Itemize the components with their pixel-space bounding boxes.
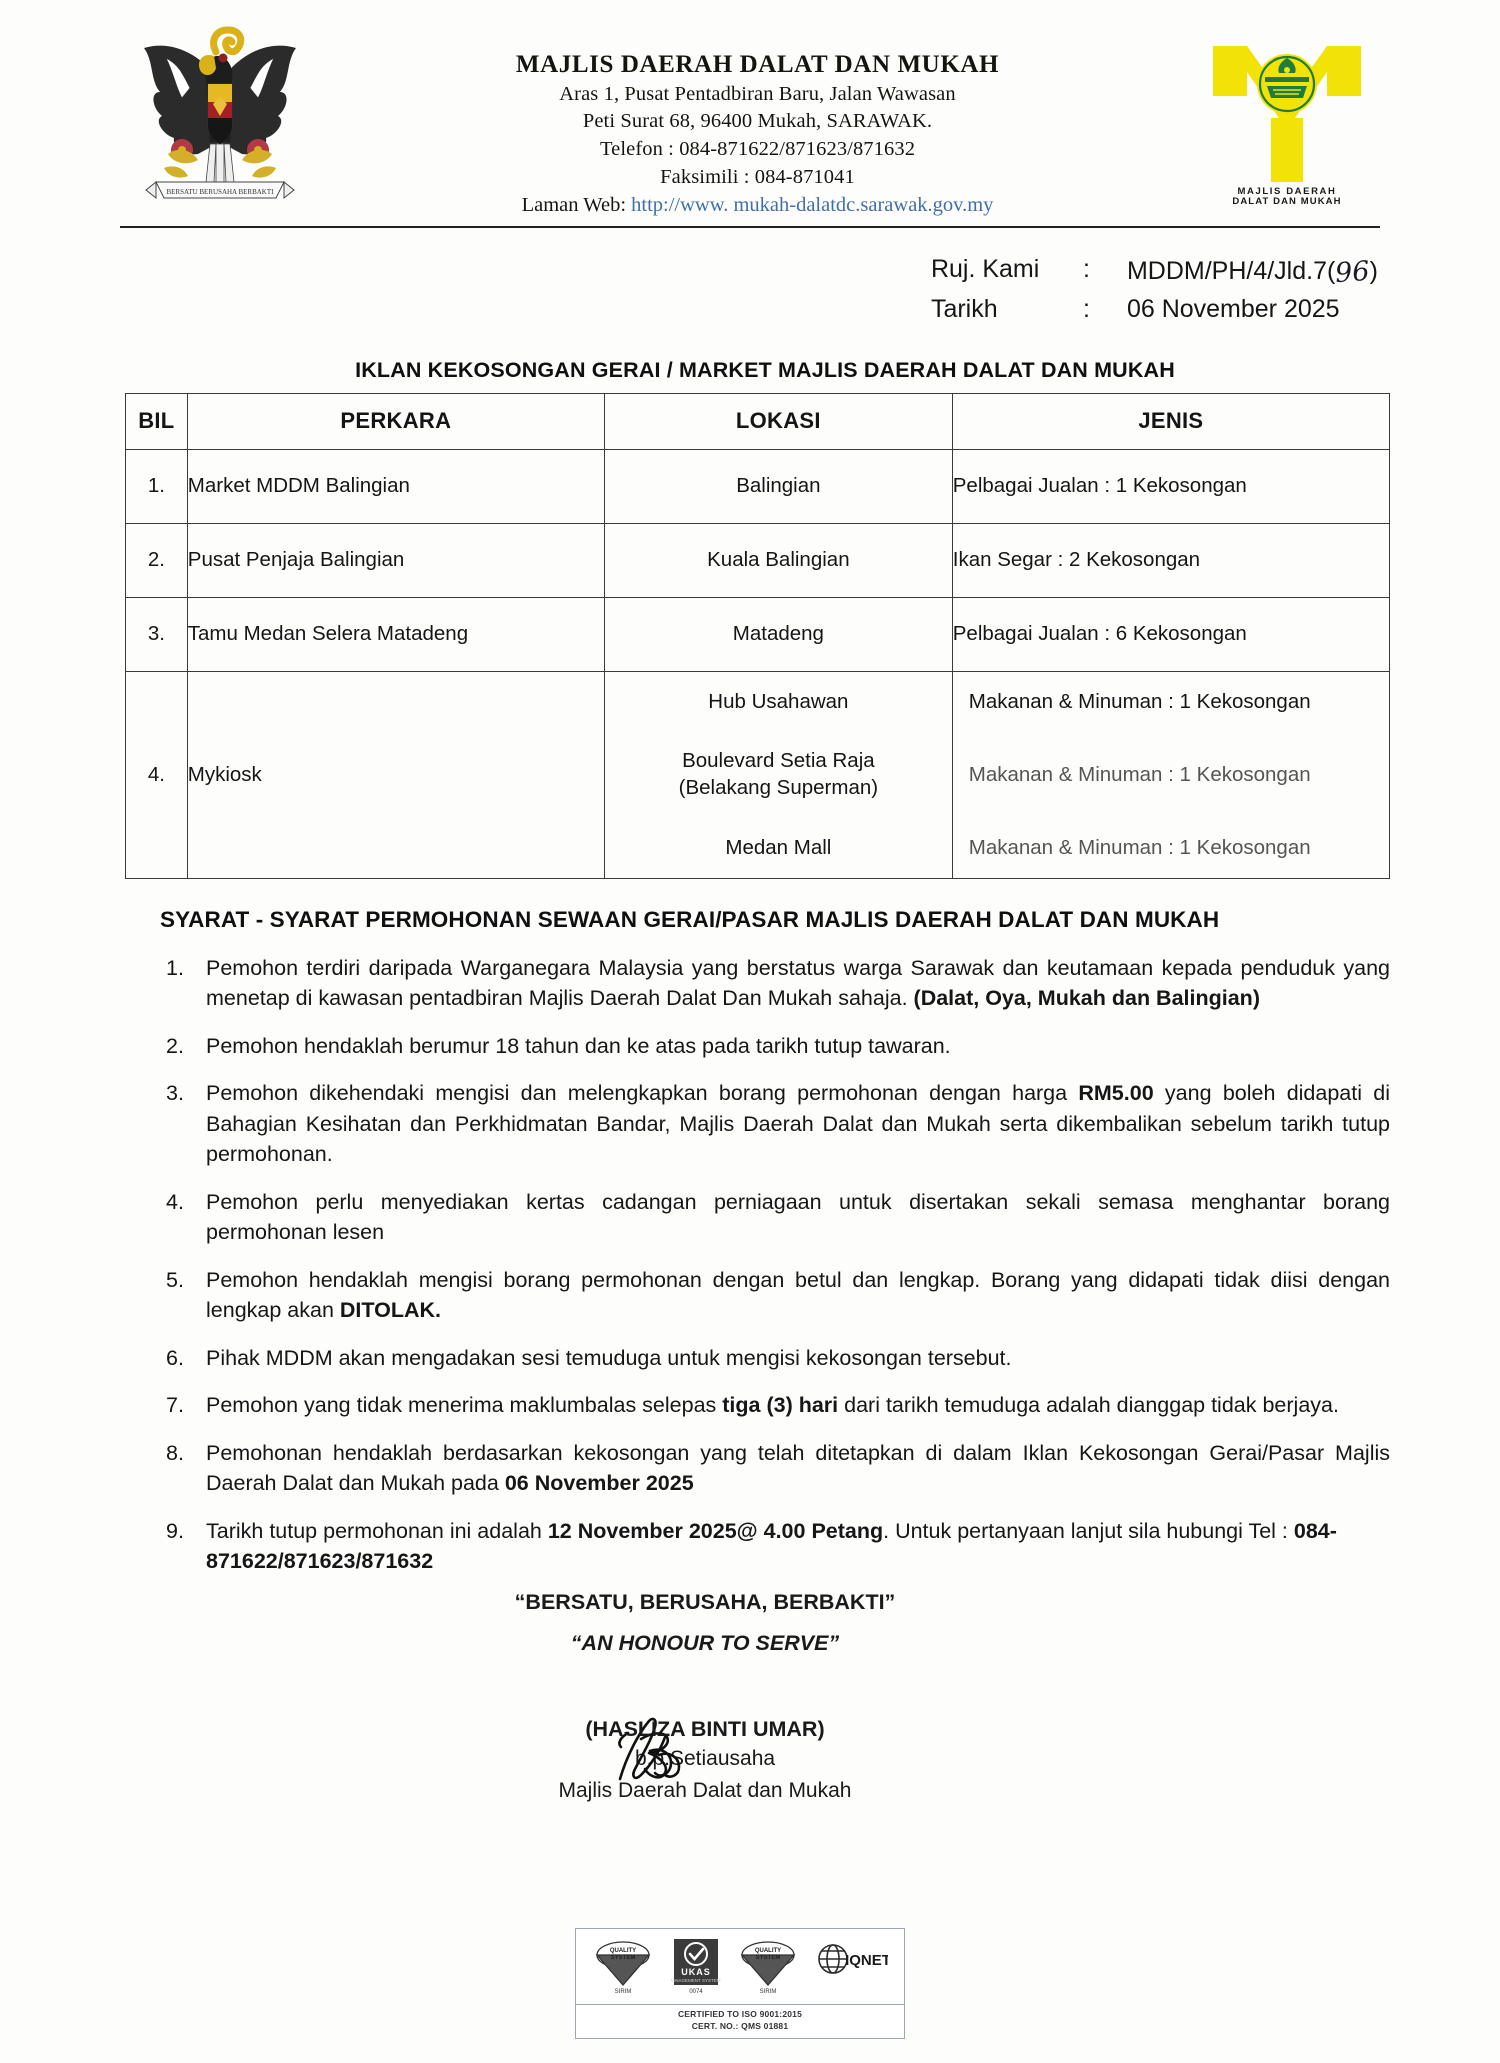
cell-perkara: Mykiosk [187, 671, 604, 878]
svg-text:QUALITY: QUALITY [610, 1948, 637, 1954]
column-header-bil: BIL [126, 393, 188, 449]
column-header-perkara: PERKARA [187, 393, 604, 449]
svg-text:MANAGEMENT SYSTEMS: MANAGEMENT SYSTEMS [670, 1978, 721, 1983]
cell-lokasi-3: Medan Mall [725, 835, 832, 859]
reference-row-ruj [931, 252, 1378, 290]
column-header-jenis: JENIS [952, 393, 1389, 449]
cell-bil: 2. [126, 523, 188, 597]
condition-bold: 12 November 2025@ 4.00 Petang [547, 1518, 884, 1543]
cell-jenis: Ikan Segar : 2 Kekosongan [952, 523, 1389, 597]
website-label: Laman Web: [521, 194, 627, 217]
cell-lokasi-2 [605, 732, 952, 818]
condition-item-8 [160, 1438, 1390, 1499]
condition-item-3 [160, 1078, 1390, 1170]
signatory-role-2: Majlis Daerah Dalat dan Mukah [558, 1778, 852, 1802]
table-row-mykiosk [126, 671, 1390, 878]
conditions-list [160, 953, 1390, 1577]
cell-lokasi-group [604, 671, 952, 878]
cell-lokasi: Matadeng [604, 597, 952, 671]
organization-name: MAJLIS DAERAH DALAT DAN MUKAH [515, 51, 1000, 78]
signatory-role-1: b.p.Setiausaha [634, 1747, 776, 1771]
svg-text:SYSTEM: SYSTEM [610, 1955, 636, 1961]
cell-perkara: Pusat Penjaja Balingian [187, 523, 604, 597]
svg-text:0074: 0074 [689, 1989, 703, 1995]
table-row [126, 597, 1390, 671]
vacancy-table-wrapper [0, 393, 1500, 879]
condition-bold: tiga (3) hari [722, 1393, 839, 1418]
cell-jenis-2: Makanan & Minuman : 1 Kekosongan [968, 762, 1311, 786]
signature-area [0, 1717, 1500, 1805]
condition-bold-phone: 084-871622/871623/871632 [206, 1518, 1337, 1574]
reference-row-tarikh [931, 292, 1378, 328]
condition-bold: 06 November 2025 [504, 1471, 694, 1496]
cell-bil: 4. [126, 671, 188, 878]
reference-block [0, 250, 1380, 330]
cell-bil: 1. [126, 449, 188, 523]
condition-text-cont: dari tarikh temuduga adalah dianggap tidak berjaya. [838, 1393, 1339, 1418]
column-header-lokasi: LOKASI [604, 393, 952, 449]
condition-text: Pihak MDDM akan mengadakan sesi temuduga untuk mengisi kekosongan tersebut. [206, 1345, 1012, 1370]
reference-number-handwritten: 96 [1334, 255, 1371, 290]
cell-lokasi: Kuala Balingian [604, 523, 952, 597]
condition-item-4 [160, 1187, 1390, 1248]
certification-line-2: CERT. NO.: QMS 01881 [691, 2021, 789, 2032]
conditions-heading: SYARAT - SYARAT PERMOHONAN SEWAAN GERAI/PASAR MAJLIS DAERAH DALAT DAN MUKAH [160, 906, 1220, 932]
cell-jenis-group [952, 671, 1389, 878]
sirim-quality-system-icon [592, 1937, 654, 2000]
cell-lokasi-1: Hub Usahawan [708, 689, 849, 713]
condition-item-7 [160, 1390, 1390, 1421]
cell-jenis-3: Makanan & Minuman : 1 Kekosongan [968, 835, 1311, 859]
cell-bil: 3. [126, 597, 188, 671]
svg-text:UKAS: UKAS [680, 1967, 711, 1977]
svg-text:MAJLIS DAERAH: MAJLIS DAERAH [1237, 186, 1337, 197]
header-divider [120, 226, 1380, 228]
cell-perkara: Market MDDM Balingian [187, 449, 604, 523]
reference-number-close: ) [1369, 256, 1378, 285]
svg-text:SIRIM: SIRIM [614, 1989, 632, 1995]
condition-item-9 [160, 1516, 1390, 1577]
malaysia-coat-of-arms-icon [120, 22, 320, 212]
sirim-quality-system-icon-2 [737, 1937, 799, 2000]
condition-text: Pemohon hendaklah mengisi borang permohonan dengan betul dan lengkap. Borang yang didapati tidak diisi dengan lengkap akan [206, 1267, 1390, 1323]
letterhead [0, 0, 1500, 220]
certification-line-1: CERTIFIED TO ISO 9001:2015 [677, 2009, 803, 2019]
reference-value-tarikh: 06 November 2025 [1126, 295, 1340, 324]
certification-text [576, 2005, 904, 2038]
letterhead-text [330, 22, 1185, 220]
reference-colon-ruj: : [1082, 254, 1090, 283]
condition-text-cont: . Untuk pertanyaan lanjut sila hubungi Tel : [883, 1518, 1294, 1543]
svg-text:DALAT DAN MUKAH: DALAT DAN MUKAH [1232, 196, 1342, 207]
svg-text:SIRIM: SIRIM [759, 1989, 777, 1995]
table-row [126, 449, 1390, 523]
table-row [126, 523, 1390, 597]
table-title: IKLAN KEKOSONGAN GERAI / MARKET MAJLIS DAERAH DALAT DAN MUKAH [355, 357, 1175, 382]
condition-bold: DITOLAK. [339, 1298, 442, 1323]
reference-colon-tarikh: : [1082, 295, 1090, 324]
svg-text:IQNET: IQNET [844, 1952, 888, 1969]
condition-text: Pemohon perlu menyediakan kertas cadangan perniagaan untuk disertakan sekali semasa menghantar borang permohonan lesen [206, 1189, 1390, 1245]
reference-label-tarikh: Tarikh [930, 295, 998, 324]
svg-text:SYSTEM: SYSTEM [755, 1955, 781, 1961]
reference-number-text: MDDM/PH/4/Jld.7( [1126, 256, 1336, 285]
website-url[interactable]: http://www. mukah-dalatdc.sarawak.gov.my [631, 194, 994, 217]
address-line-2: Peti Surat 68, 96400 Mukah, SARAWAK. [582, 110, 933, 133]
condition-text: Pemohon terdiri daripada Warganegara Malaysia yang berstatus warga Sarawak dan keutamaan kepada penduduk yang menetap di kawasan pentadbiran Majlis Daerah Dalat Dan Mukah sahaja. [206, 955, 1390, 1011]
fax-line: Faksimili : 084-871041 [660, 165, 855, 188]
cell-perkara: Tamu Medan Selera Matadeng [187, 597, 604, 671]
reference-value-ruj [1127, 252, 1378, 290]
condition-text-cont: yang boleh didapati di Bahagian Kesihatan dan Perkhidmatan Bandar, Majlis Daerah Dalat dan Mukah serta dikembalikan sebelum tarikh tutup permohonan. [206, 1081, 1390, 1167]
condition-text: Pemohon yang tidak menerima maklumbalas selepas [206, 1393, 723, 1418]
condition-bold: RM5.00 [1078, 1081, 1154, 1106]
signatory-name: (HASLIZA BINTI UMAR) [585, 1717, 825, 1742]
condition-item-6 [160, 1343, 1390, 1374]
cell-jenis: Pelbagai Jualan : 1 Kekosongan [952, 449, 1389, 523]
telephone-line: Telefon : 084-871622/871623/871632 [599, 137, 916, 160]
svg-text:QUALITY: QUALITY [755, 1948, 782, 1954]
iqnet-icon [816, 1937, 888, 2000]
cell-lokasi: Balingian [604, 449, 952, 523]
svg-text:BERSATU BERUSAHA BERBAKTI: BERSATU BERUSAHA BERBAKTI [166, 188, 274, 196]
condition-item-2 [160, 1031, 1390, 1062]
cell-lokasi-2-line2: (Belakang Superman) [678, 775, 879, 799]
reference-label-ruj: Ruj. Kami [930, 254, 1040, 283]
condition-bold: (Dalat, Oya, Mukah dan Balingian) [913, 986, 1260, 1011]
address-line-1: Aras 1, Pusat Pentadbiran Baru, Jalan Wawasan [559, 82, 956, 105]
condition-item-5 [160, 1265, 1390, 1326]
cell-jenis-1: Makanan & Minuman : 1 Kekosongan [968, 689, 1311, 713]
ukas-management-systems-icon [671, 1937, 721, 2000]
condition-text: Pemohon dikehendaki mengisi dan melengkapkan borang permohonan dengan harga [206, 1081, 1079, 1106]
condition-text: Pemohon hendaklah berumur 18 tahun dan ke atas pada tarikh tutup tawaran. [206, 1033, 951, 1058]
cell-jenis: Pelbagai Jualan : 6 Kekosongan [952, 597, 1389, 671]
cell-lokasi-2-line1: Boulevard Setia Raja [682, 749, 875, 773]
mddm-council-logo-icon [1195, 32, 1380, 207]
certification-badges [576, 1929, 904, 2005]
motto-english: “AN HONOUR TO SERVE” [570, 1631, 840, 1656]
motto-malay: “BERSATU, BERUSAHA, BERBAKTI” [514, 1589, 896, 1614]
condition-text: Tarikh tutup permohonan ini adalah [206, 1518, 548, 1543]
condition-text: Pemohonan hendaklah berdasarkan kekosongan yang telah ditetapkan di dalam Iklan Kekosongan Gerai/Pasar Majlis Daerah Dalat dan Mukah pada [206, 1440, 1390, 1496]
condition-item-1 [160, 953, 1390, 1014]
website-line [330, 191, 1185, 220]
table-header-row [126, 393, 1390, 449]
vacancy-table [125, 393, 1390, 879]
certification-footer [575, 1928, 905, 2039]
